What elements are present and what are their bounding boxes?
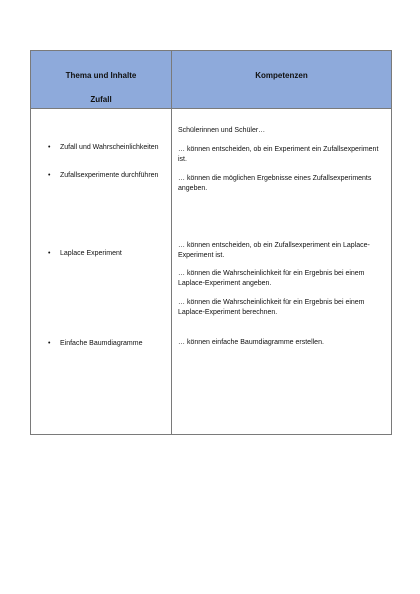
topic-text: Zufallsexperimente durchführen — [60, 172, 159, 179]
bullet-icon: • — [48, 144, 51, 151]
table-header — [31, 51, 391, 109]
competency-intro: Schülerinnen und Schüler… — [178, 127, 266, 134]
bullet-icon: • — [48, 172, 51, 179]
bullet-icon: • — [48, 340, 51, 347]
competency-table — [30, 50, 392, 435]
competency-item: … können die Wahrscheinlichkeit für ein Ergebnis bei einem Laplace-Experiment angeben. — [178, 270, 365, 287]
competency-item: … können die Wahrscheinlichkeit für ein Ergebnis bei einem Laplace-Experiment berechnen. — [178, 299, 365, 316]
competency-item: … können entscheiden, ob ein Zufallsexperiment ein Laplace-Experiment ist. — [178, 242, 370, 259]
header-topic-title: Thema und Inhalte — [65, 71, 137, 80]
competency-item: … können entscheiden, ob ein Experiment ein Zufallsexperiment ist. — [178, 146, 379, 163]
column-divider — [171, 51, 172, 434]
header-competency-title: Kompetenzen — [255, 71, 308, 80]
topic-text: Einfache Baumdiagramme — [60, 340, 143, 347]
topic-text: Laplace Experiment — [60, 250, 122, 257]
header-topic-subtitle: Zufall — [90, 95, 112, 104]
bullet-icon: • — [48, 250, 51, 257]
competency-item: … können einfache Baumdiagramme erstellen. — [178, 339, 324, 346]
topic-text: Zufall und Wahrscheinlichkeiten — [60, 144, 159, 151]
competency-item: … können die möglichen Ergebnisse eines Zufallsexperiments angeben. — [178, 175, 372, 192]
